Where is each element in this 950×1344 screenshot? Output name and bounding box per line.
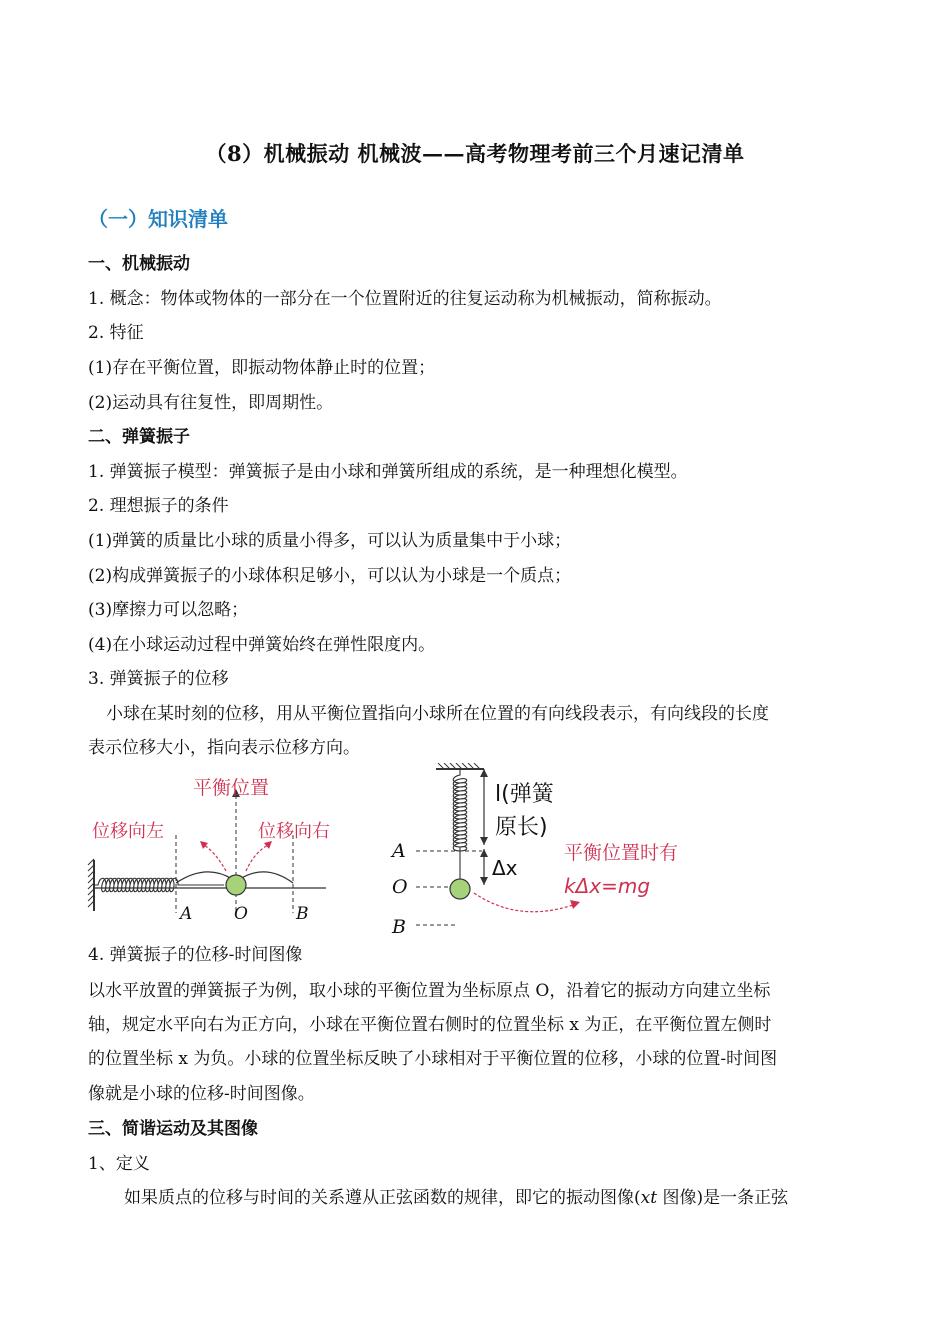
paragraph-model: 1. 弹簧振子模型：弹簧振子是由小球和弹簧所组成的系统，是一种理想化模型。 bbox=[88, 462, 688, 482]
paragraph-features: 2. 特征 bbox=[88, 323, 144, 343]
displacement-arc-right bbox=[240, 872, 293, 883]
definition-text-xt: xt bbox=[640, 1188, 658, 1208]
paragraph-displacement-desc-1: 小球在某时刻的位移，用从平衡位置指向小球所在位置的有向线段表示，有向线段的长度 bbox=[106, 704, 769, 724]
paragraph-condition-2: (2)构成弹簧振子的小球体积足够小，可以认为小球是一个质点； bbox=[88, 566, 572, 586]
paragraph-condition-4: (4)在小球运动过程中弹簧始终在弹性限度内。 bbox=[88, 635, 436, 655]
section-heading: （一）知识清单 bbox=[88, 207, 228, 231]
vertical-oscillator-figure bbox=[388, 763, 718, 938]
bracket-bottom-arrow-icon bbox=[480, 837, 488, 845]
length-label-1: l(弹簧 bbox=[495, 782, 554, 807]
paragraph-condition-1: (1)弹簧的质量比小球的质量小得多，可以认为质量集中于小球； bbox=[88, 531, 572, 551]
horizontal-oscillator-figure bbox=[86, 765, 336, 930]
equilibrium-note: 平衡位置时有 bbox=[564, 842, 679, 864]
paragraph-condition-3: (3)摩擦力可以忽略； bbox=[88, 600, 249, 620]
paragraph-displacement-desc-2: 表示位移大小，指向表示位移方向。 bbox=[88, 738, 360, 758]
right-arrowhead-icon bbox=[264, 841, 272, 849]
bracket-top-arrow-icon bbox=[480, 769, 488, 777]
dx-top-arrow-icon bbox=[480, 849, 488, 857]
label-o2: O bbox=[392, 876, 408, 898]
displacement-arc-left bbox=[176, 872, 232, 883]
heading-spring-oscillator: 二、弹簧振子 bbox=[88, 427, 190, 447]
left-displacement-label: 位移向左 bbox=[92, 821, 164, 842]
note-arrow-curve bbox=[474, 893, 573, 912]
spring bbox=[94, 878, 224, 892]
dx-bottom-arrow-icon bbox=[480, 877, 488, 885]
right-displacement-label: 位移向右 bbox=[258, 821, 330, 842]
paragraph-displacement: 3. 弹簧振子的位移 bbox=[88, 669, 229, 689]
right-arrow-curve bbox=[246, 845, 268, 871]
paragraph-xt-graph: 4. 弹簧振子的位移-时间图像 bbox=[88, 945, 303, 965]
paragraph-definition-desc bbox=[124, 1187, 862, 1209]
paragraph-xt-desc-3: 的位置坐标 x 为负。小球的位置坐标反映了小球相对于平衡位置的位移，小球的位置-时间图 bbox=[88, 1049, 778, 1069]
note-arrowhead-icon bbox=[570, 900, 580, 909]
label-a: A bbox=[180, 904, 193, 924]
paragraph-conditions: 2. 理想振子的条件 bbox=[88, 496, 229, 516]
definition-text-post: 图像)是一条正弦 bbox=[657, 1188, 789, 1208]
paragraph-concept: 1. 概念：物体或物体的一部分在一个位置附近的往复运动称为机械振动，简称振动。 bbox=[88, 289, 722, 309]
paragraph-definition: 1、定义 bbox=[88, 1154, 150, 1174]
definition-text-pre: 如果质点的位移与时间的关系遵从正弦函数的规律，即它的振动图像( bbox=[124, 1188, 641, 1208]
paragraph-xt-desc-2: 轴，规定水平向右为正方向，小球在平衡位置右侧时的位置坐标 x 为正，在平衡位置左侧时 bbox=[88, 1015, 772, 1035]
heading-shm: 三、简谐运动及其图像 bbox=[88, 1119, 258, 1139]
label-o: O bbox=[234, 904, 248, 924]
paragraph-feature-2: (2)运动具有往复性，即周期性。 bbox=[88, 393, 334, 413]
label-b2: B bbox=[392, 916, 406, 938]
ball bbox=[226, 875, 246, 895]
length-label-2: 原长) bbox=[495, 815, 548, 840]
paragraph-feature-1: (1)存在平衡位置，即振动物体静止时的位置； bbox=[88, 358, 436, 378]
delta-x-label: Δx bbox=[492, 856, 518, 880]
force-equation: kΔx=mg bbox=[564, 874, 651, 898]
left-arrow-curve bbox=[204, 845, 226, 871]
paragraph-xt-desc-4: 像就是小球的位移-时间图像。 bbox=[88, 1084, 315, 1104]
document-title: （8）机械振动 机械波——高考物理考前三个月速记清单 bbox=[205, 141, 745, 166]
label-a2: A bbox=[392, 840, 406, 862]
heading-mechanical-vibration: 一、机械振动 bbox=[88, 254, 190, 274]
equilibrium-label: 平衡位置 bbox=[193, 777, 270, 799]
vertical-ball bbox=[450, 879, 470, 899]
vertical-spring bbox=[453, 769, 467, 879]
left-arrowhead-icon bbox=[200, 841, 208, 849]
label-b: B bbox=[296, 904, 309, 924]
paragraph-xt-desc-1: 以水平放置的弹簧振子为例，取小球的平衡位置为坐标原点 O，沿着它的振动方向建立坐标 bbox=[88, 981, 771, 1001]
